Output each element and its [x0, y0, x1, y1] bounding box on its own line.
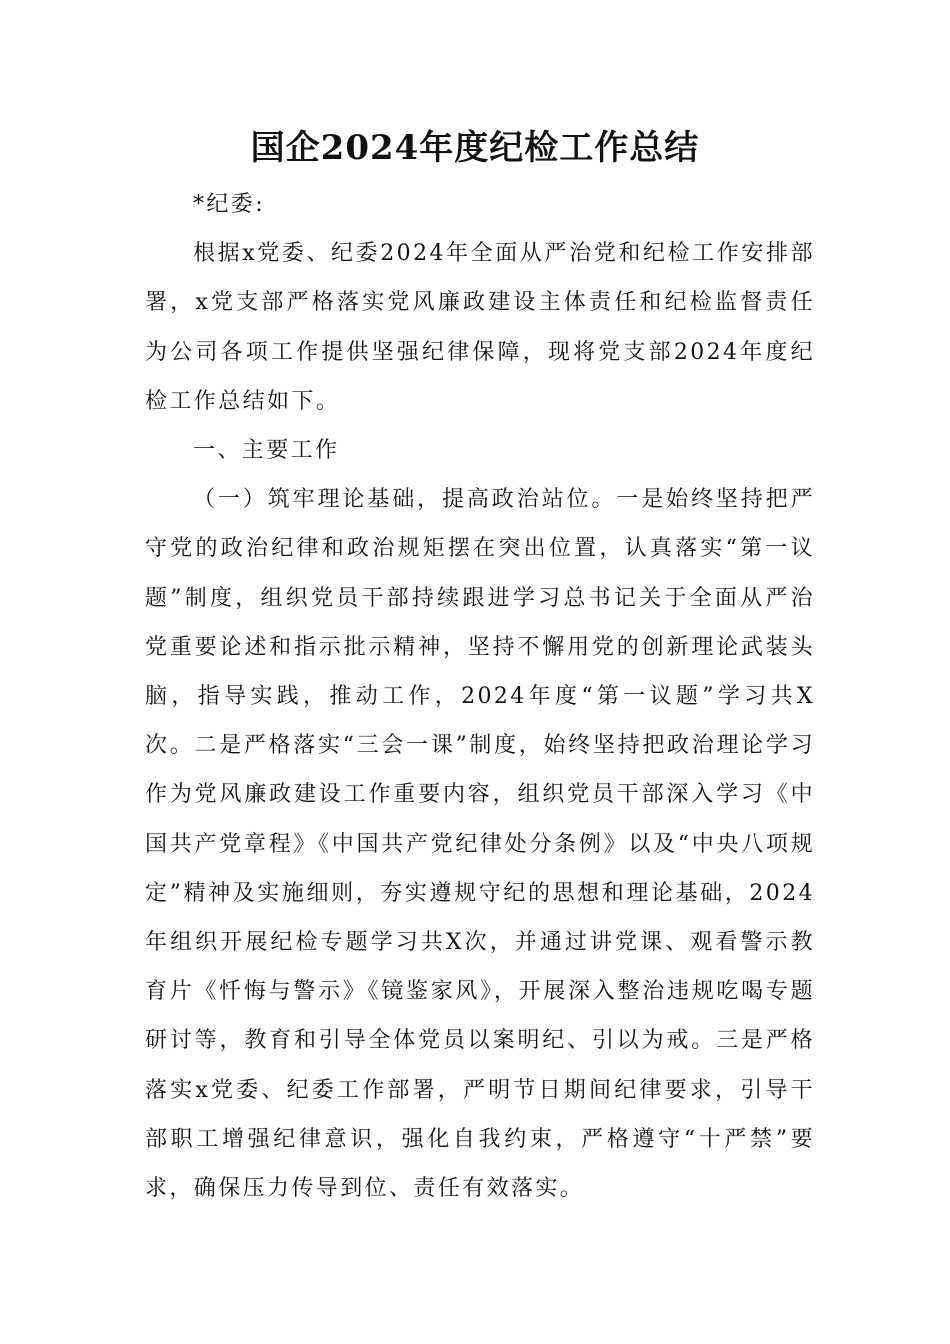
addressee-line: *纪委: [193, 192, 266, 217]
document-title: 国企2024年度纪检工作总结 [250, 128, 700, 168]
document-body [145, 180, 815, 1213]
intro-paragraph: 根据x党委、纪委2024年全面从严治党和纪检工作安排部署，x党支部严格落实党风廉政建设主体责任和纪检监督责任为公司各项工作提供坚强纪律保障，现将党支部2024年度纪检工作总结如下。 [145, 241, 815, 414]
body-paragraph-theory-foundation: （一）筑牢理论基础，提高政治站位。一是始终坚持把严守党的政治纪律和政治规矩摆在突出位置，认真落实“第一议题”制度，组织党员干部持续跟进学习总书记关于全面从严治党重要论述和指示批示精神，坚持不懈用党的创新理论武装头脑，指导实践，推动工作，2024年度“第一议题”学习共X次。二是严格落实“三会一课”制度，始终坚持把政治理论学习作为党风廉政建设工作重要内容，组织党员干部深入学习《中国共产党章程》《中国共产党纪律处分条例》以及“中央八项规定”精神及实施细则，夯实遵规守纪的思想和理论基础，2024年组织开展纪检专题学习共X次，并通过讲党课、观看警示教育片《忏悔与警示》《镜鉴家风》，开展深入整治违规吃喝专题研讨等，教育和引导全体党员以案明纪、引以为戒。三是严格落实x党委、纪委工作部署，严明节日期间纪律要求，引导干部职工增强纪律意识，强化自我约束，严格遵守“十严禁”要求，确保压力传导到位、责任有效落实。 [145, 487, 815, 1202]
section-heading-main-work: 一、主要工作 [193, 438, 340, 464]
